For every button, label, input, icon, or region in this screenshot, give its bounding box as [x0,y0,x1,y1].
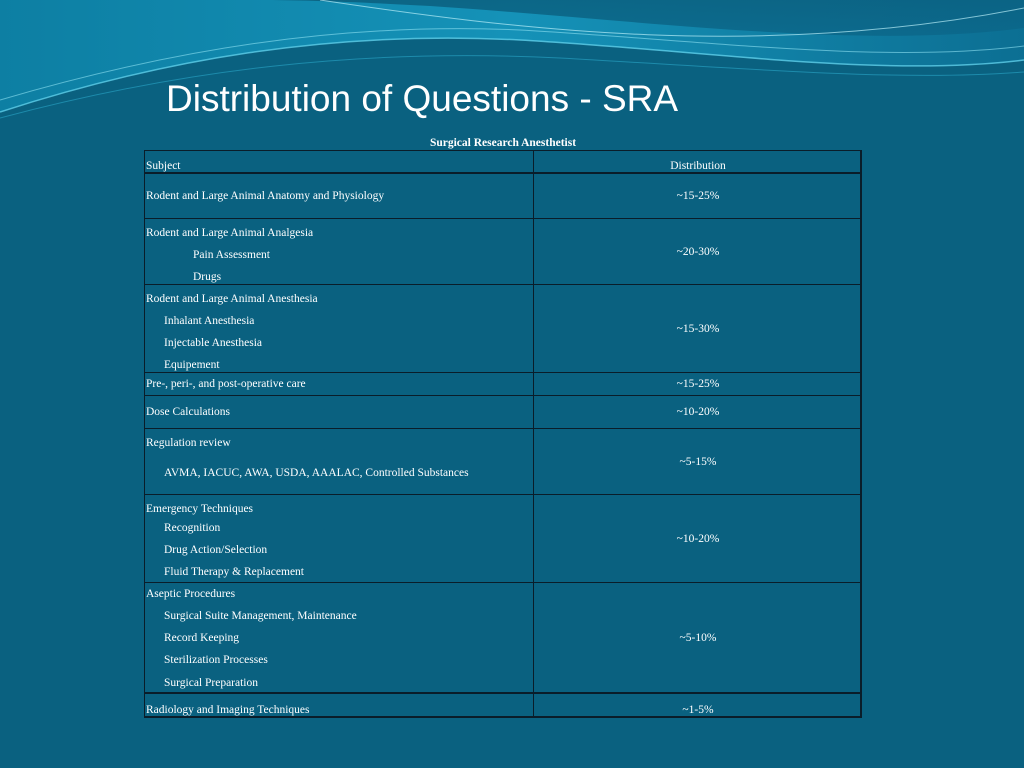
slide-title: Distribution of Questions - SRA [166,78,679,119]
row-distribution: ~10-20% [676,533,720,545]
row-subject: Rodent and Large Animal Anesthesia [146,293,318,305]
row-subject: Emergency Techniques [146,503,254,515]
table-border-top [144,150,862,151]
row-subitem: Drugs [193,271,222,283]
row-subitem: Fluid Therapy & Replacement [164,566,304,578]
row-divider [144,582,862,583]
row-distribution: ~15-25% [676,190,720,202]
row-subject: Rodent and Large Animal Analgesia [146,227,314,239]
row-divider [144,395,862,396]
row-distribution: ~5-15% [679,456,717,468]
row-subitem: Pain Assessment [193,249,270,261]
row-subitem: Inhalant Anesthesia [164,315,255,327]
row-subitem: Surgical Suite Management, Maintenance [164,610,357,622]
table-caption: Surgical Research Anesthetist [429,137,577,149]
row-subject: Regulation review [146,437,231,449]
row-subitem: AVMA, IACUC, AWA, USDA, AAALAC, Controlled Substances [164,467,469,479]
row-subject: Aseptic Procedures [146,588,236,600]
row-divider [144,692,862,694]
row-subitem: Injectable Anesthesia [164,337,263,349]
distribution-header: Distribution [670,160,726,172]
row-divider [144,428,862,429]
row-divider [144,372,862,373]
row-distribution: ~1-5% [682,704,714,716]
row-subject: Rodent and Large Animal Anatomy and Physiology [146,190,385,202]
row-subitem: Recognition [164,522,221,534]
row-divider [144,494,862,495]
table-border-left [144,150,145,718]
row-distribution: ~15-25% [676,378,720,390]
row-subitem: Drug Action/Selection [164,544,268,556]
row-subject: Radiology and Imaging Techniques [146,704,310,716]
row-distribution: ~10-20% [676,406,720,418]
row-subitem: Sterilization Processes [164,654,268,666]
row-divider [144,284,862,285]
row-subitem: Equipement [164,359,220,371]
row-subitem: Surgical Preparation [164,677,258,689]
row-subject: Dose Calculations [146,406,230,418]
row-distribution: ~15-30% [676,323,720,335]
subject-header: Subject [146,160,181,172]
row-divider [144,218,862,219]
row-subject: Pre-, peri-, and post-operative care [146,378,306,390]
row-distribution: ~20-30% [676,246,720,258]
row-subitem: Record Keeping [164,632,240,644]
row-distribution: ~5-10% [679,632,717,644]
